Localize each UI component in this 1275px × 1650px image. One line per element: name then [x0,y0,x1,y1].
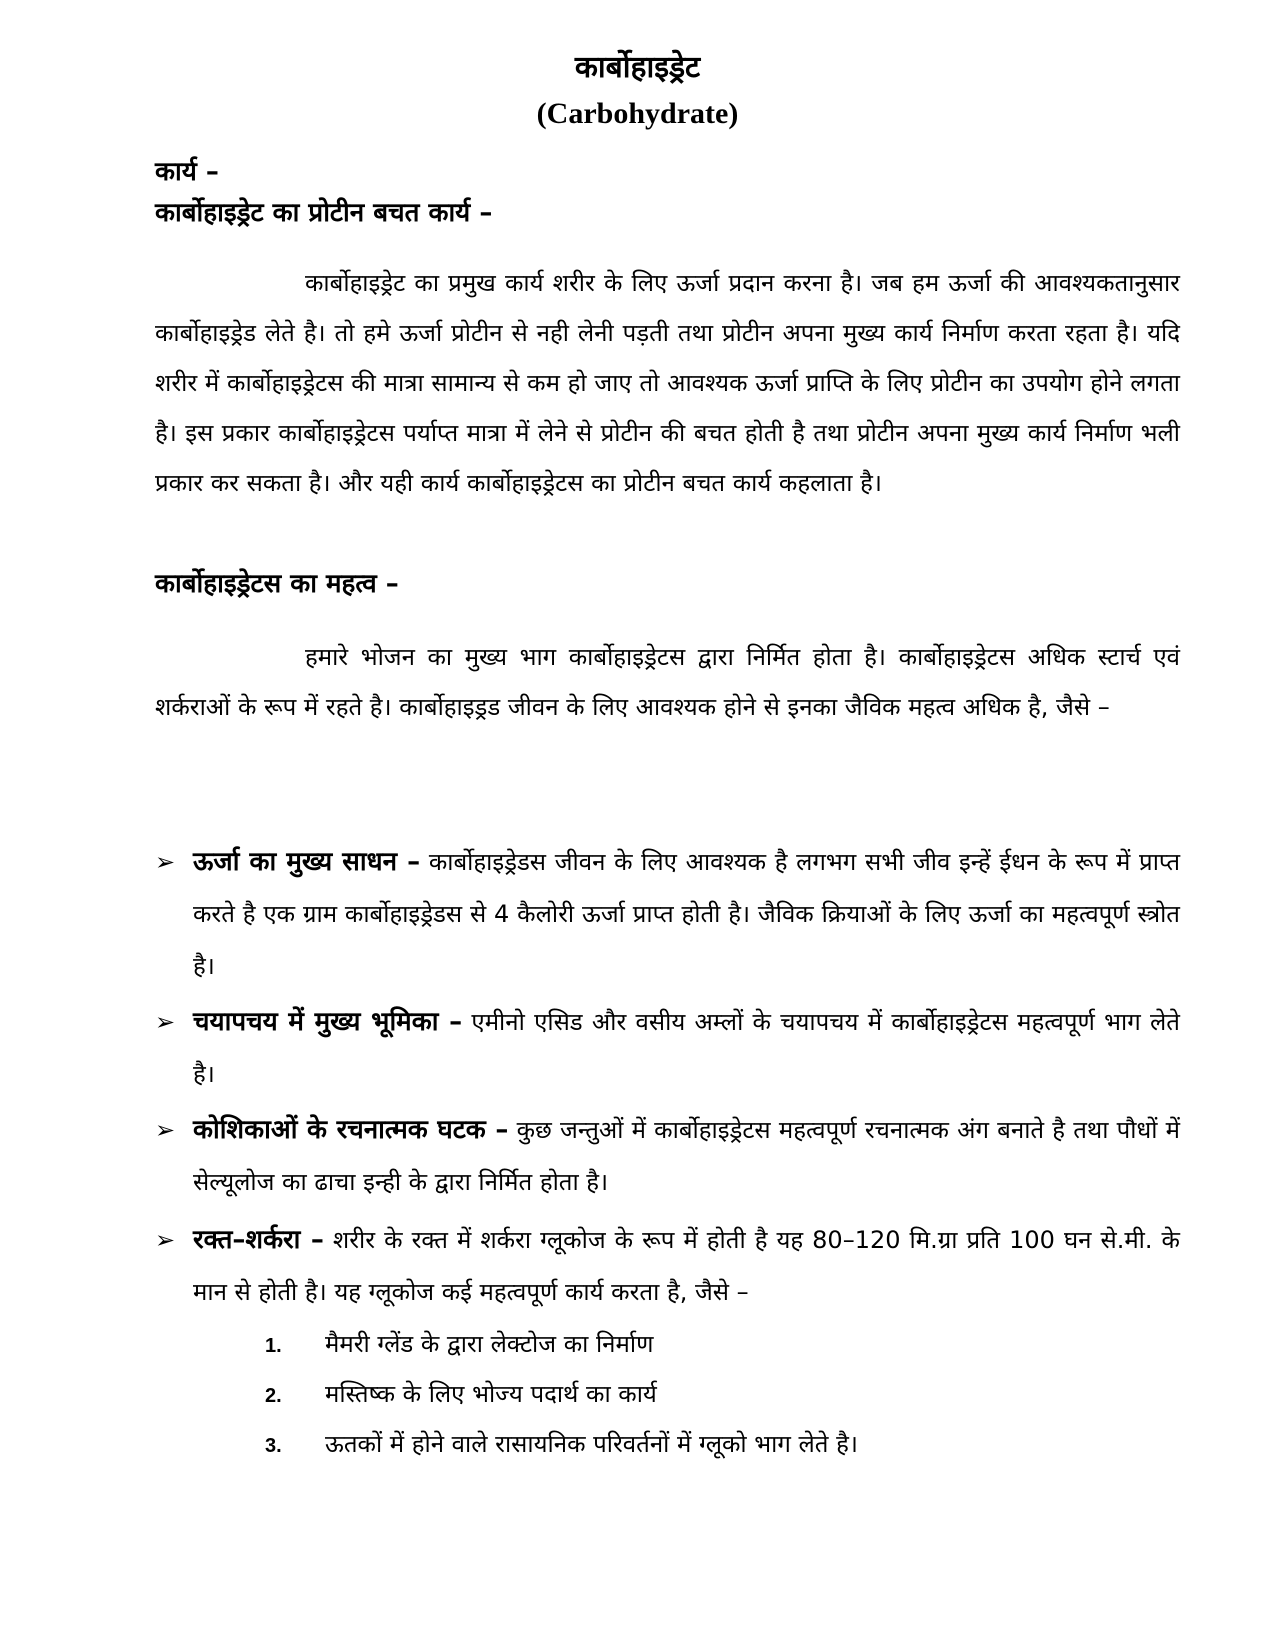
item-text: मैमरी ग्लेंड के द्वारा लेक्टोज का निर्माण [325,1330,654,1358]
item-text: मस्तिष्क के लिए भोज्य पदार्थ का कार्य [325,1380,657,1408]
paragraph-importance-text: हमारे भोजन का मुख्य भाग कार्बोहाइड्रेटस द्वारा निर्मित होता है। कार्बोहाइड्रेटस अधिक स्टार्च एवं शर्कराओं के रूप में रहते है। कार्बोहाइड्रड जीवन के लिए आवश्यक होने से इनका जैविक महत्व अधिक है, जैसे – [155,643,1180,721]
bullet-lead: ऊर्जा का मुख्य साधन – [193,847,421,877]
arrow-bullet-icon: ➢ [155,1116,176,1144]
bullet-lead: कोशिकाओं के रचनात्मक घटक – [193,1115,509,1145]
bullet-item [155,1104,1180,1208]
bullet-text: कुछ जन्तुओं में कार्बोहाइड्रेटस महत्वपूर्ण रचनात्मक अंग बनाते है तथा पौधों में सेल्यूलोज का ढाचा इन्ही के द्वारा निर्मित होता है। [193,1116,1180,1196]
numbered-item [265,1374,657,1416]
bullet-item [155,996,1180,1100]
bullet-text: एमीनो एसिड और वसीय अम्लों के चयापचय में कार्बोहाइड्रेटस महत्वपूर्ण भाग लेते है। [193,1008,1180,1088]
section-heading-work: कार्य – [155,157,219,187]
numbered-item [265,1424,858,1466]
bullet-text: कार्बोहाइड्रेडस जीवन के लिए आवश्यक है लगभग सभी जीव इन्हें ईधन के रूप में प्राप्त करते है एक ग्राम कार्बोहाइड्रेडस से 4 कैलोरी ऊर्जा प्राप्त होती है। जैविक क्रियाओं के लिए ऊर्जा का महत्वपूर्ण स्त्रोत है। [193,848,1180,980]
item-text: ऊतकों में होने वाले रासायनिक परिवर्तनों में ग्लूको भाग लेते है। [325,1430,858,1458]
numbered-item [265,1324,653,1366]
bullet-item [155,836,1180,992]
paragraph-protein-saving [155,258,1180,508]
item-number: 1. [265,1335,282,1357]
item-number: 3. [265,1435,282,1457]
paragraph-importance [155,632,1180,732]
item-number: 2. [265,1385,282,1407]
section-heading-protein-saving: कार्बोहाइड्रेट का प्रोटीन बचत कार्य – [155,198,493,228]
arrow-bullet-icon: ➢ [155,1008,176,1036]
arrow-bullet-icon: ➢ [155,1226,176,1254]
bullet-lead: रक्त–शर्करा – [193,1225,324,1255]
section-heading-importance: कार्बोहाइड्रेटस का महत्व – [155,569,399,599]
bullet-lead: चयापचय में मुख्य भूमिका – [193,1007,463,1037]
paragraph-protein-saving-text: कार्बोहाइड्रेट का प्रमुख कार्य शरीर के लिए ऊर्जा प्रदान करना है। जब हम ऊर्जा की आवश्यकतानुसार कार्बोहाइड्रेड लेते है। तो हमे ऊर्जा प्रोटीन से नही लेनी पड़ती तथा प्रोटीन अपना मुख्य कार्य निर्माण करता रहता है। यदि शरीर में कार्बोहाइड्रेटस की मात्रा सामान्य से कम हो जाए तो आवश्यक ऊर्जा प्राप्ति के लिए प्रोटीन का उपयोग होने लगता है। इस प्रकार कार्बोहाइड्रेटस पर्याप्त मात्रा में लेने से प्रोटीन की बचत होती है तथा प्रोटीन अपना मुख्य कार्य निर्माण भली प्रकार कर सकता है। और यही कार्य कार्बोहाइड्रेटस का प्रोटीन बचत कार्य कहलाता है। [155,269,1180,497]
page-title: कार्बोहाइड्रेट [574,50,701,85]
bullet-item [155,1214,1180,1318]
page-subtitle: (Carbohydrate) [536,97,739,130]
bullet-text: शरीर के रक्त में शर्करा ग्लूकोज के रूप में होती है यह 80–120 मि.ग्रा प्रति 100 घन से.मी. के मान से होती है। यह ग्लूकोज कई महत्वपूर्ण कार्य करता है, जैसे – [193,1226,1180,1306]
arrow-bullet-icon: ➢ [155,848,176,876]
